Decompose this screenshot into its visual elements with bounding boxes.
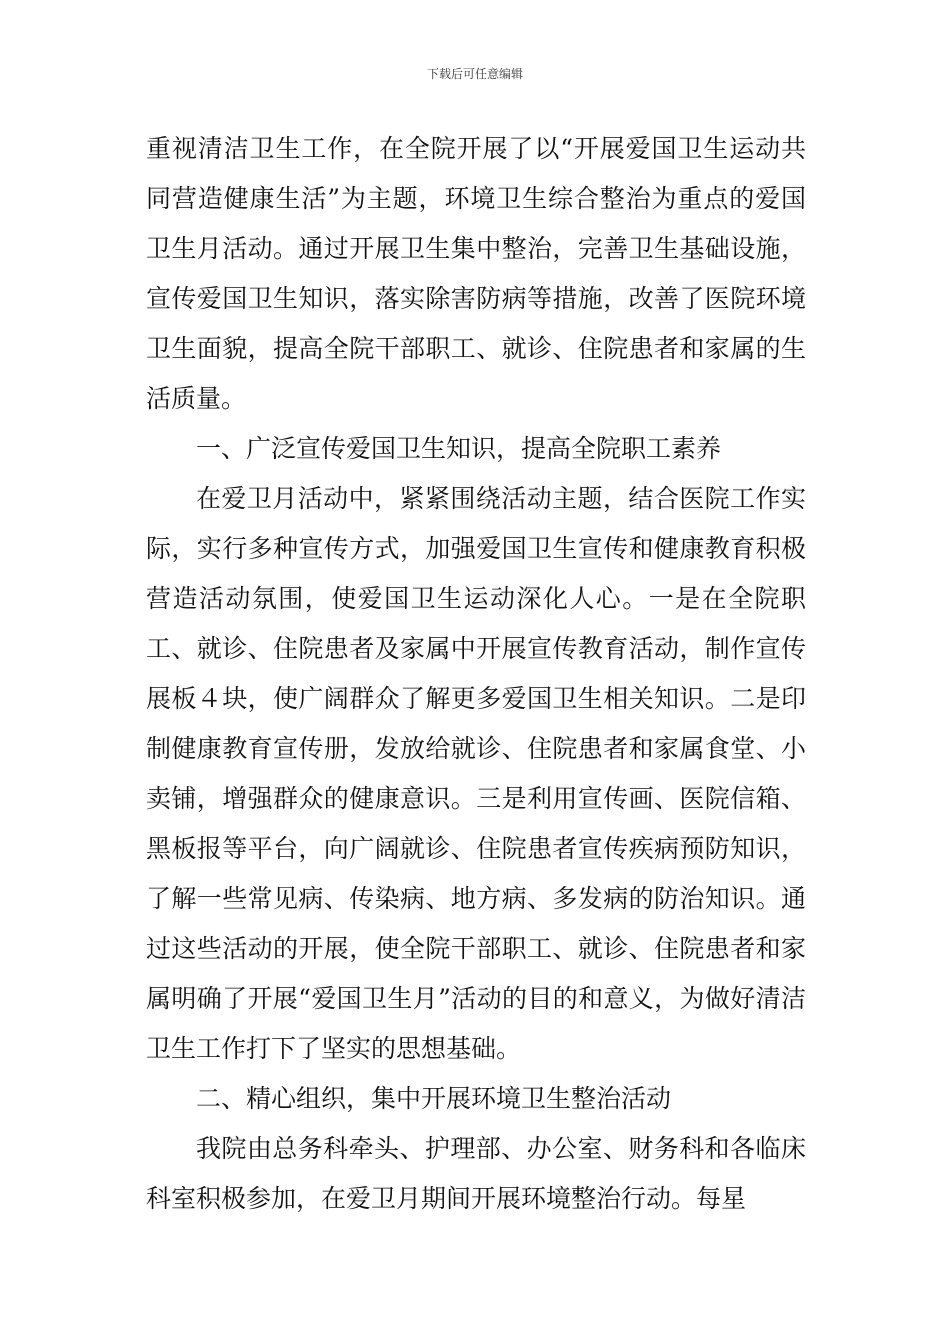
- page-header-note: 下载后可任意编辑: [426, 67, 523, 81]
- paragraph-section-1: 在爱卫月活动中，紧紧围绕活动主题，结合医院工作实际，实行多种宣传方式，加强爱国卫生宣传和健康教育积极营造活动氛围，使爱国卫生运动深化人心。一是在全院职工、就诊、住院患者及家属中开展宣传教育活动，制作宣传展板４块，使广阔群众了解更多爱国卫生相关知识。二是印制健康教育宣传册，发放给就诊、住院患者和家属食堂、小卖铺，增强群众的健康意识。三是利用宣传画、医院信箱、黑板报等平台，向广阔就诊、住院患者宣传疾病预防知识，了解一些常见病、传染病、地方病、多发病的防治知识。通过这些活动的开展，使全院干部职工、就诊、住院患者和家属明确了开展“爱国卫生月”活动的目的和意义，为做好清洁卫生工作打下了坚实的思想基础。: [146, 484, 806, 1063]
- document-body: [146, 124, 806, 1224]
- paragraph-section-2: 我院由总务科牵头、护理部、办公室、财务科和各临床科室积极参加，在爱卫月期间开展环境整治行动。每星: [146, 1134, 806, 1213]
- section-heading-2: 二、精心组织，集中开展环境卫生整治活动: [196, 1084, 672, 1113]
- paragraph-intro: 重视清洁卫生工作，在全院开展了以“开展爱国卫生运动共同营造健康生活”为主题，环境卫生综合整治为重点的爱国卫生月活动。通过开展卫生集中整治，完善卫生基础设施，宣传爱国卫生知识，落实除害防病等措施，改善了医院环境卫生面貌，提高全院干部职工、就诊、住院患者和家属的生活质量。: [146, 134, 806, 413]
- section-heading-1: 一、广泛宣传爱国卫生知识，提高全院职工素养: [196, 434, 722, 463]
